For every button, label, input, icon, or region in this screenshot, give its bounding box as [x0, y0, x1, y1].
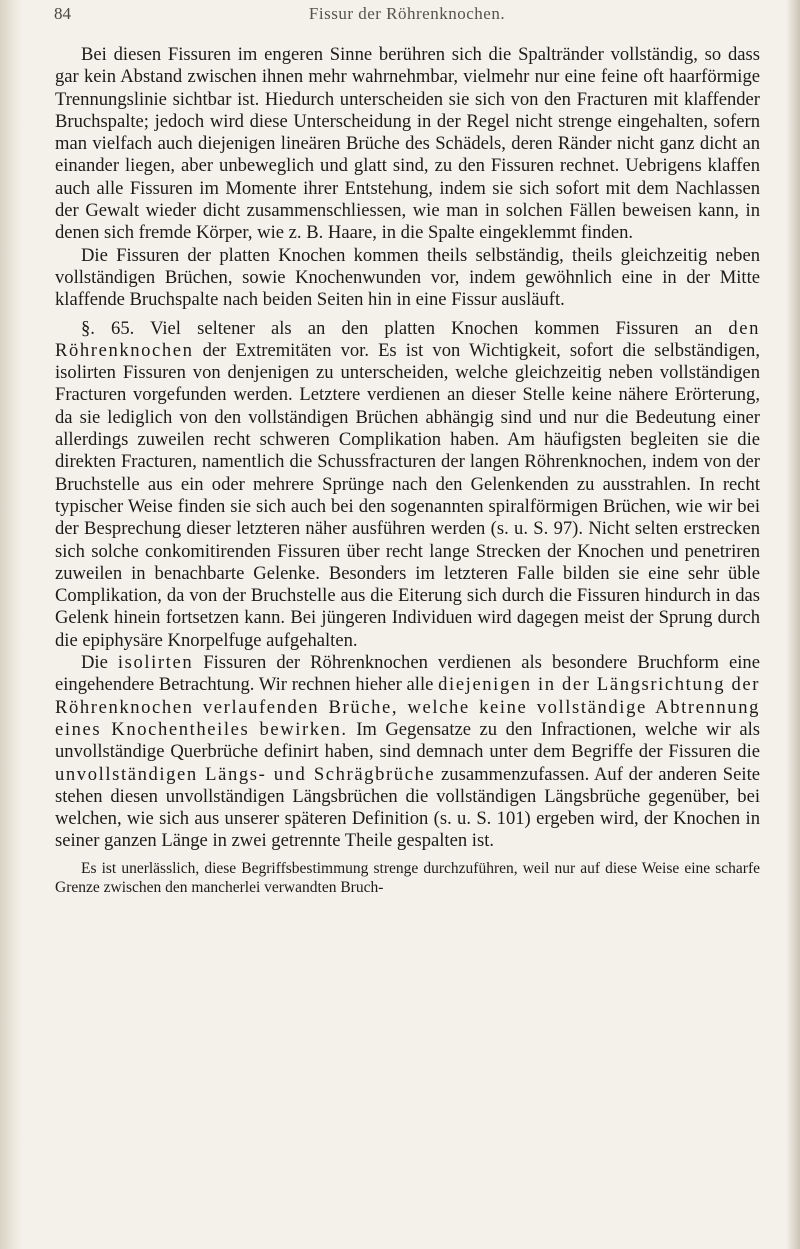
emphasis-laengs-schraegbrueche: unvollständigen Längs- und Schrägbrüche	[55, 763, 436, 785]
emphasis-definition: diejenigen in der Längsrichtung der Röhrenknochen verlaufenden Brüche, welche keine vollständige Abtrennung eines Knochentheiles bewirken.	[55, 674, 760, 740]
page-number: 84	[54, 4, 71, 23]
p4-text-b: Fissuren der Röhrenknochen verdienen als besondere Bruchform eine eingehendere Betrachtung. Wir rechnen hieher alle	[55, 652, 760, 696]
paragraph-1: Bei diesen Fissuren im engeren Sinne berühren sich die Spaltränder vollständig, so dass gar kein Abstand zwischen ihnen mehr wahrnehmbar, vielmehr nur eine feine oft haarförmige Trennungslinie sichtbar ist. Hiedurch unterscheiden sie sich von den Fracturen mit klaffender Bruchspalte; jedoch wird diese Unterscheidung in der Regel nicht strenge eingehalten, sofern man vielfach auch diejenigen lineären Brüche des Schädels, deren Ränder nicht ganz dicht an einander liegen, aber unbeweglich und glatt sind, zu den Fissuren rechnet. Uebrigens klaffen auch alle Fissuren im Momente ihrer Entstehung, indem sie sich sofort mit dem Nachlassen der Gewalt wieder dicht zusammenschliessen, wie man in solchen Fällen beweisen kann, in denen sich fremde Körper, wie z. B. Haare, in die Spalte eingeklemmt finden.	[55, 44, 760, 244]
emphasis-isolirten: isolirten	[117, 652, 194, 674]
running-title: Fissur der Röhrenknochen.	[308, 4, 506, 23]
paragraph-section-65	[55, 318, 760, 652]
p4-text-a: Die	[81, 652, 108, 674]
section-65-continuation: der Extremitäten vor. Es ist von Wichtigkeit, sofort die selbständigen, isolirten Fissuren von denjenigen zu unterscheiden, welche gleichzeitig neben vollständigen Fracturen vorgefunden werden. Letztere verdienen an dieser Stelle keine nähere Erörterung, da sie lediglich von den vollständigen Brüchen abhängig sind und nur die Bedeutung einer allerdings zuweilen recht schweren Complikation haben. Am häufigsten begleiten sie die direkten Fracturen, namentlich die Schussfracturen der langen Röhrenknochen, indem von der Bruchstelle aus ein oder mehrere Sprünge nach den Gelenkenden zu ausstrahlen. In recht typischer Weise finden sie sich auch bei den sogenannten spiralförmigen Brüchen, wie wir bei der Besprechung dieser letzteren näher ausführen werden (s. u. S. 97). Nicht selten erstrecken sich solche conkomitirenden Fissuren über recht lange Strecken der Knochen und penetriren zuweilen in benachbarte Gelenke. Besonders im letzteren Falle bilden sie eine sehr üble Complikation, da von der Bruchstelle aus die Eiterung sich durch die Fissuren hindurch in das Gelenk hinein fortsetzen kann. Bei jüngeren Individuen wird dagegen meist der Sprung durch die epiphysäre Knorpelfuge aufgehalten.	[55, 339, 760, 651]
paragraph-2: Die Fissuren der platten Knochen kommen theils selbständig, theils gleichzeitig neben vollständigen Brüchen, sowie Knochenwunden vor, indem gewöhnlich eine in der Mitte klaffende Bruchspalte nach beiden Seiten hin in eine Fissur ausläuft.	[55, 244, 760, 311]
book-binding-edge	[0, 0, 22, 1249]
emphasis-roehrenknochen: den Röhrenknochen	[55, 317, 760, 361]
p4-text-c: Im Gegensatze zu den Infractionen, welche wir als unvollständige Querbrüche definirt haben, sind demnach unter dem Begriffe der Fissuren die	[55, 718, 760, 763]
paragraph-small-print: Es ist unerlässlich, diese Begriffsbestimmung strenge durchzuführen, weil nur auf diese Weise eine scharfe Grenze zwischen den mancherlei verwandten Bruch-	[55, 859, 760, 896]
paragraph-isolirte-fissuren	[55, 652, 760, 853]
page-body	[55, 44, 760, 897]
running-header	[54, 4, 760, 28]
section-65-text: §. 65. Viel seltener als an den platten Knochen kommen Fissuren an	[81, 317, 713, 339]
p4-text-d: zusammenzufassen. Auf der anderen Seite stehen diesen unvollständigen Längsbrüchen die vollständigen Längsbrüche gegenüber, bei welchen, wie sich aus unserer späteren Definition (s. u. S. 101) ergeben wird, der Knochen in seiner ganzen Länge in zwei getrennte Theile gespalten ist.	[55, 763, 760, 852]
page-edge-shadow	[786, 0, 800, 1249]
